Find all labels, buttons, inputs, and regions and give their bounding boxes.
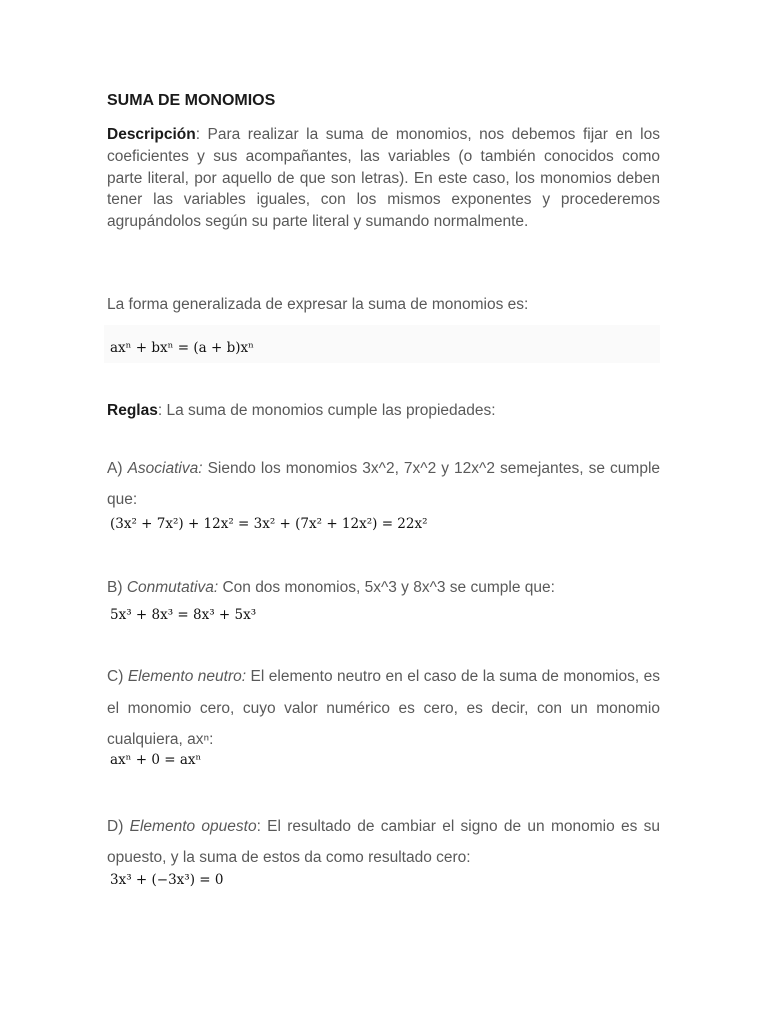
- opposite-text: : El resultado de cambiar el signo de un monomio es su opuesto, y la suma de estos da como resultado cero:: [107, 818, 660, 866]
- rules-paragraph: [107, 400, 660, 422]
- associative-formula: (3x² + 7x²) + 12x² = 3x² + (7x² + 12x²) = 22x²: [110, 516, 428, 532]
- opposite-formula: 3x³ + (−3x³) = 0: [110, 872, 224, 888]
- associative-name: Asociativa:: [127, 460, 203, 477]
- description-text: : Para realizar la suma de monomios, nos debemos fijar en los coeficientes y sus acompañantes, las variables (o también conocidos como parte literal, por aquello de que son letras). En este caso, los monomios deben tener las variables iguales, con los mismos exponentes y procederemos agrupándolos según su parte literal y sumando normalmente.: [107, 126, 660, 231]
- opposite-prefix: D): [107, 818, 130, 835]
- opposite-name: Elemento opuesto: [129, 818, 257, 835]
- associative-paragraph: [107, 453, 660, 515]
- description-paragraph: [107, 124, 660, 233]
- commutative-name: Conmutativa:: [126, 579, 219, 596]
- commutative-prefix: B): [107, 579, 127, 596]
- neutral-text: El elemento neutro en el caso de la suma de monomios, es el monomio cero, cuyo valor numérico es cero, es decir, con un monomio cualquiera, axⁿ:: [107, 668, 660, 748]
- opposite-paragraph: [107, 811, 660, 873]
- neutral-formula: axⁿ + 0 = axⁿ: [110, 752, 202, 768]
- page-title: SUMA DE MONOMIOS: [107, 92, 276, 109]
- description-label: Descripción: [107, 126, 196, 143]
- neutral-prefix: C): [107, 668, 128, 685]
- commutative-text: Con dos monomios, 5x^3 y 8x^3 se cumple que:: [218, 579, 555, 596]
- associative-prefix: A): [107, 460, 128, 477]
- commutative-formula: 5x³ + 8x³ = 8x³ + 5x³: [110, 607, 257, 623]
- rules-text: : La suma de monomios cumple las propiedades:: [157, 402, 496, 419]
- neutral-name: Elemento neutro:: [127, 668, 247, 685]
- generalized-formula: axⁿ + bxⁿ = (a + b)xⁿ: [110, 340, 254, 356]
- commutative-paragraph: [107, 577, 660, 599]
- associative-text: Siendo los monomios 3x^2, 7x^2 y 12x^2 semejantes, se cumple que:: [107, 460, 661, 508]
- generalized-form-text: La forma generalizada de expresar la suma de monomios es:: [107, 296, 529, 313]
- rules-label: Reglas: [107, 402, 158, 419]
- neutral-paragraph: [107, 661, 660, 756]
